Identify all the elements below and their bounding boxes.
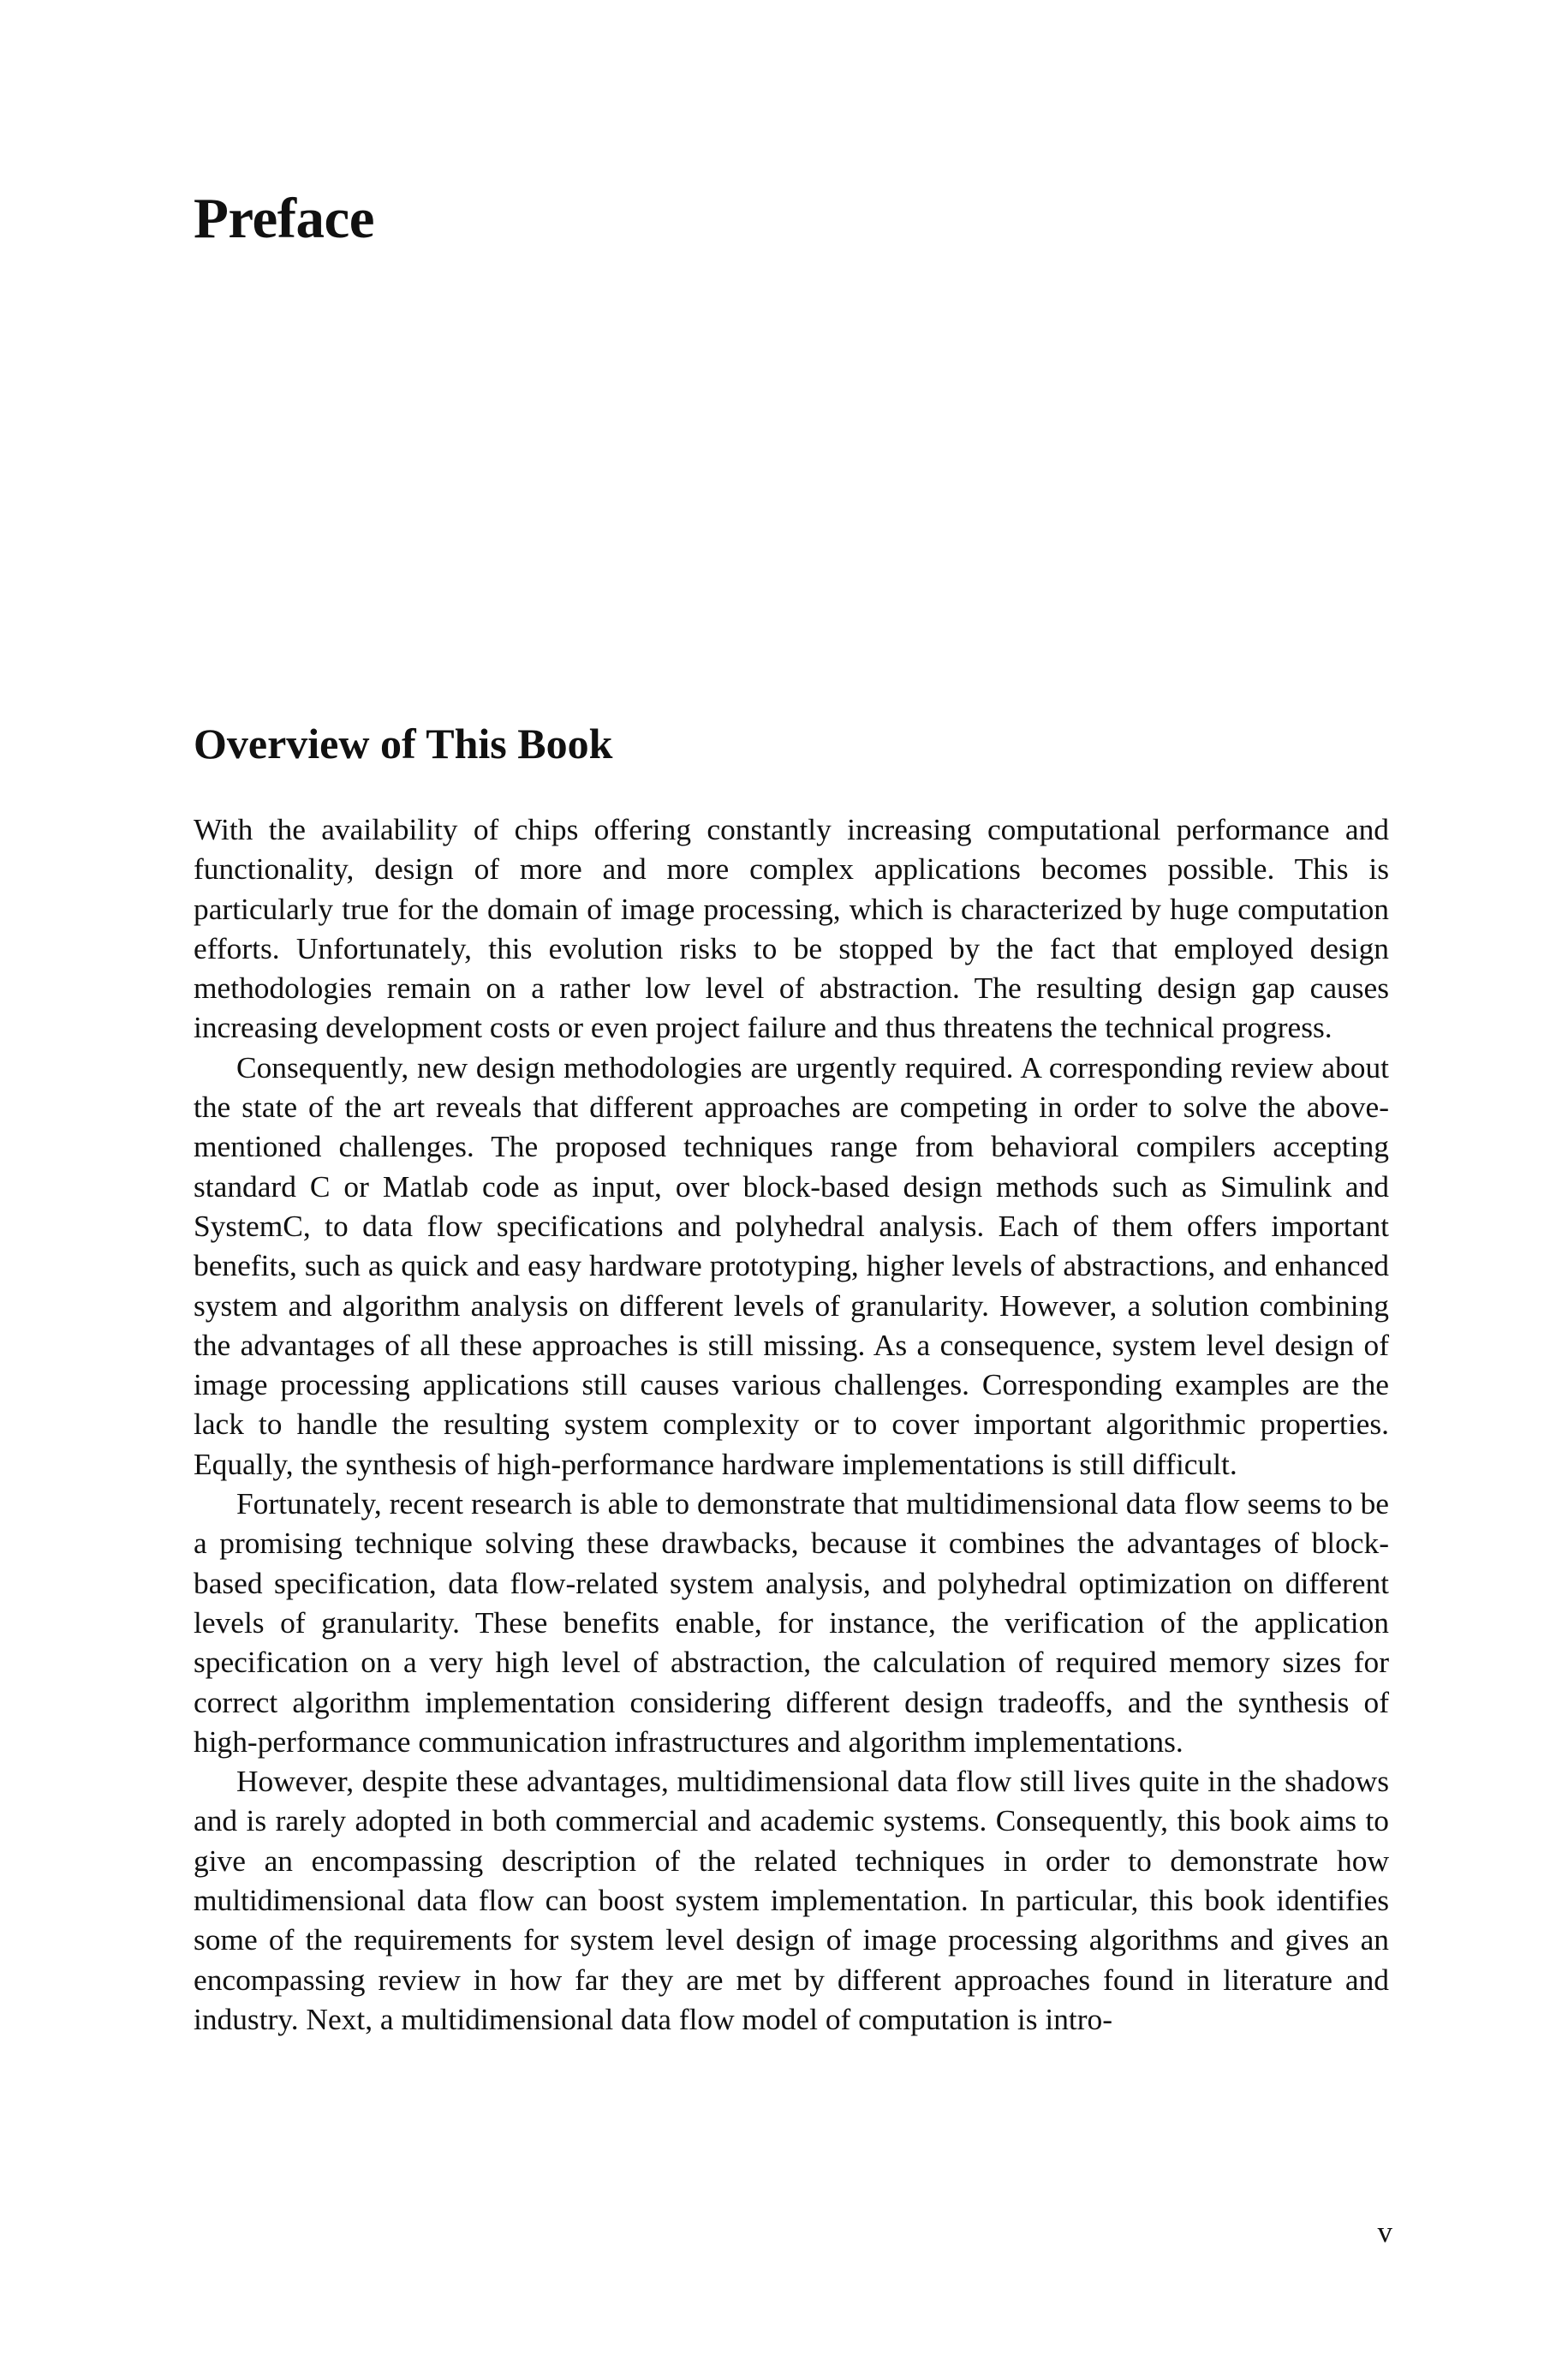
paragraph-3: Fortunately, recent research is able to demonstrate that multidimensional data flow seems to be a promising technique solving these drawbacks, because it combines the advantages of block-based specification, data flow-related system analysis, and polyhedral optimization on different levels of granularity. These benefits enable, for instance, the verification of the application specification on a very high level of abstraction, the calculation of required memory sizes for correct algorithm implementation considering different design tradeoffs, and the synthesis of high-performance communication infrastructures and algorithm implementations.	[194, 1486, 1389, 1759]
page-title: Preface	[194, 187, 374, 250]
body-text	[194, 810, 1389, 2039]
paragraph-1: With the availability of chips offering constantly increasing computational performance and functionality, design of more and more complex applications becomes possible. This is particularly true for the domain of image processing, which is characterized by huge computation efforts. Unfortunately, this evolution risks to be stopped by the fact that employed design methodologies remain on a rather low level of abstraction. The resulting design gap causes increasing development costs or even project failure and thus threatens the technical progress.	[194, 812, 1389, 1045]
paragraph-2: Consequently, new design methodologies are urgently required. A corresponding review about the state of the art reveals that different approaches are competing in order to solve the above-mentioned challenges. The proposed techniques range from behavioral compilers accepting standard C or Matlab code as input, over block-based design methods such as Simulink and SystemC, to data flow specifications and polyhedral analysis. Each of them offers important benefits, such as quick and easy hardware prototyping, higher levels of abstractions, and enhanced system and algorithm analysis on different levels of granularity. However, a solution combining the advantages of all these approaches is still missing. As a consequence, system level design of image processing applications still causes various challenges. Corresponding examples are the lack to handle the resulting system complexity or to cover important algorithmic properties. Equally, the synthesis of high-performance hardware implementations is still difficult.	[194, 1049, 1389, 1481]
section-heading: Overview of This Book	[194, 720, 613, 768]
page-number: v	[1377, 2215, 1392, 2249]
paragraph-4: However, despite these advantages, multidimensional data flow still lives quite in the shadows and is rarely adopted in both commercial and academic systems. Consequently, this book aims to give an encompassing description of the related techniques in order to demonstrate how multidimensional data flow can boost system implementation. In particular, this book identifies some of the requirements for system level design of image processing algorithms and gives an encompassing review in how far they are met by different approaches found in literature and industry. Next, a multidimensional data flow model of computation is intro-	[194, 1764, 1389, 2036]
